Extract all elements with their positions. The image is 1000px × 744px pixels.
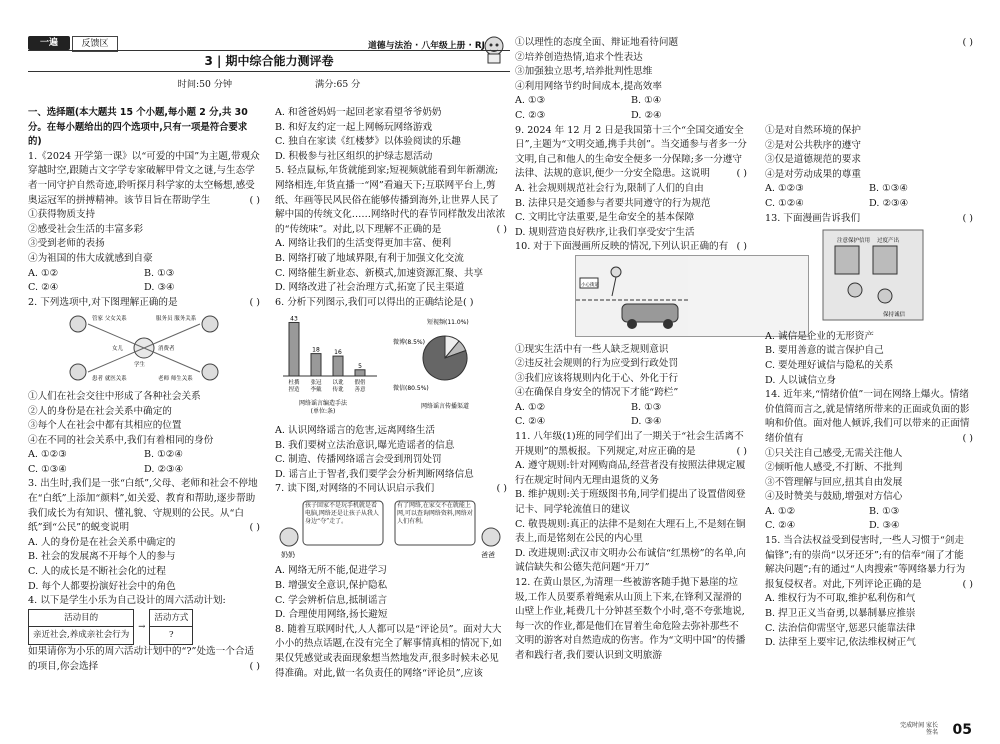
q3-option: C. 人的成长是不断社会化的过程 bbox=[28, 566, 166, 578]
q15-option: A. 维权行为不可取,维护私利伤和气 bbox=[765, 593, 916, 605]
table-cell: 活动方式 bbox=[150, 609, 193, 627]
q6-option: A. 认识网络谣言的危害,远离网络生活 bbox=[275, 424, 435, 436]
q13-option: D. 人以诚信立身 bbox=[765, 374, 837, 386]
q14-item: ③不管理解与回应,扭其自由发展 bbox=[765, 476, 903, 488]
footer-note: 完成时间 家长签名 bbox=[900, 722, 938, 736]
q6-option: C. 制造、传播网络谣言会受到刑罚处罚 bbox=[275, 454, 442, 466]
q10-item: ①现实生活中有一些人缺乏规则意识 bbox=[515, 343, 669, 355]
q13-label: 保持诚信 bbox=[883, 312, 906, 319]
q4-option: A. 和爸爸妈妈一起回老家看望爷爷奶奶 bbox=[275, 107, 442, 118]
q5-option: A. 网络让我们的生活变得更加丰富、便利 bbox=[275, 238, 452, 250]
tick-label: 李戴 bbox=[310, 387, 322, 394]
q11-option: C. 敬畏规则:真正的法律不是刻在大理石上,不是刻在铜表上,而是铭刻在公民的内心里 bbox=[515, 518, 746, 545]
q4-option: D. 积极参与社区组织的护绿志愿活动 bbox=[275, 150, 433, 162]
q6-charts bbox=[275, 310, 507, 418]
data-label: 16 bbox=[334, 349, 342, 357]
question-15 bbox=[765, 534, 973, 651]
data-label: 43 bbox=[290, 315, 298, 323]
q14-item: ①只关注自己感受,无需关注他人 bbox=[765, 447, 903, 459]
q3-option: A. 人的身份是在社会关系中确定的 bbox=[28, 536, 176, 548]
q14-item: ④及时赞美与鼓励,增强对方信心 bbox=[765, 491, 903, 503]
q13-option: C. 要处理好诚信与隐私的关系 bbox=[765, 359, 894, 371]
q11-stem: 11. 八年级(1)班的同学们出了一期关于“社会生活离不开规则”的黑板报。下列规定,对应正确的是 ( ) bbox=[515, 431, 747, 457]
q15-option: C. 法治信仰需坚守,惩恶只能靠法律 bbox=[765, 622, 916, 634]
q5-option: B. 网络打破了地域界限,有利于加强文化交流 bbox=[275, 252, 464, 264]
q4-option: C. 独自在家读《红楼梦》以体验阅读的乐趣 bbox=[275, 136, 461, 148]
q4-option: B. 和好友约定一起上网畅玩网络游戏 bbox=[275, 121, 433, 133]
pie-label: 微博(8.5%) bbox=[393, 339, 425, 347]
question-9 bbox=[515, 124, 747, 241]
pie-label: 微信(80.5%) bbox=[393, 385, 429, 393]
q3-option: D. 每个人都要扮演好社会中的角色 bbox=[28, 580, 176, 592]
q4-stem: 4. 以下是学生小乐为自己设计的周六活动计划: bbox=[28, 595, 226, 607]
tick-label: 张冠 bbox=[310, 380, 322, 387]
q14-options: C. ②④ D. ③④ bbox=[765, 520, 900, 532]
q2-stem: 2. 下列选项中,对下图理解正确的是 ( ) bbox=[28, 296, 260, 308]
q2-role: 服务员 服务关系 bbox=[156, 316, 197, 323]
q15-option: D. 法律至上要牢记,依法维权树正气 bbox=[765, 637, 916, 649]
q5-option: D. 网络改进了社会治理方式,拓宽了民主渠道 bbox=[275, 282, 465, 294]
q1-item: ④为祖国的伟大成就感到自豪 bbox=[28, 252, 153, 264]
table-cell: ? bbox=[150, 627, 193, 645]
tick-label: 杜撰 bbox=[288, 380, 300, 387]
time-limit: 时间:50 分钟 bbox=[177, 79, 233, 90]
q11-option: D. 改进规则:武汉市文明办公布诚信“红黑榜”的名单,向诚信缺失和公德失范问题“开刀” bbox=[515, 547, 747, 574]
q7-bubble-1: 孩子回家不是玩手机就是看电脑,网络还是让孩子从我人身边“夺”走了。 bbox=[305, 501, 379, 525]
q11-option: B. 维护规则:关于班级图书角,同学们提出了设置借阅登记卡、同学轮流值日的建议 bbox=[515, 489, 746, 516]
q12-item: ①是对自然环境的保护 bbox=[765, 125, 861, 136]
q3-option: B. 社会的发展离不开每个人的参与 bbox=[28, 551, 176, 563]
chart-title: 网络谣言传播渠道 bbox=[420, 403, 470, 411]
q14-options: A. ①② B. ①③ bbox=[765, 505, 900, 517]
question-13 bbox=[765, 212, 973, 389]
q15-stem: 15. 当合法权益受到侵害时,一些人习惯于“剑走偏锋”;有的崇尚“以牙还牙”;有的信奉“闹了才能解决问题”;有的通过“人肉搜索”等网络暴力行为报复侵权者。对此,下列评论正确的是 ( ) bbox=[765, 535, 973, 590]
question-10 bbox=[515, 240, 747, 430]
question-5 bbox=[275, 164, 507, 295]
q6-option: B. 我们要树立法治意识,曝光造谣者的信息 bbox=[275, 439, 455, 451]
q7-cartoon bbox=[275, 497, 507, 559]
question-14 bbox=[765, 388, 973, 534]
q9-option: C. 文明比守法重要,是生命安全的基本保障 bbox=[515, 212, 695, 224]
tick-label: 传讹 bbox=[332, 387, 344, 394]
question-12-cont bbox=[765, 36, 973, 212]
tick-label: 以讹 bbox=[332, 380, 344, 387]
data-label: 18 bbox=[312, 346, 320, 354]
q11-option: A. 遵守规则:针对网购商品,经营者没有按照法律规定履行在规定时间内无理由退货的义务 bbox=[515, 460, 746, 486]
pie-label: 短视频(11.0%) bbox=[427, 319, 469, 327]
q8-item: ④利用网络节约时间成本,提高效率 bbox=[515, 80, 662, 92]
q13-stem: 13. 下面漫画告诉我们 ( ) bbox=[765, 212, 973, 224]
q9-option: A. 社会规则规范社会行为,限制了人们的自由 bbox=[515, 182, 704, 194]
q10-sign: 小心街道 bbox=[581, 282, 599, 288]
q6-option: D. 谣言止于智者,我们要学会分析判断网络信息 bbox=[275, 468, 474, 480]
q4-tail: 如果请你为小乐的周六活动计划中的“?”处选一个合适的项目,你会选择 ( ) bbox=[28, 646, 260, 672]
question-3 bbox=[28, 477, 260, 594]
q8-item: ②培养创造热情,追求个性表达 bbox=[515, 51, 643, 63]
question-11 bbox=[515, 430, 747, 576]
q8-options: C. ②③ D. ②④ bbox=[515, 109, 662, 121]
q2-item: ④在不同的社会关系中,我们有着相同的身份 bbox=[28, 434, 214, 446]
column-3 bbox=[515, 36, 747, 661]
q2-role: 老师 师生关系 bbox=[158, 376, 193, 383]
q1-item: ①获得物质支持 bbox=[28, 209, 96, 221]
q8-item: ③加强独立思考,培养批判性思维 bbox=[515, 66, 653, 78]
q4-plan-table: 活动目的 → 活动方式 亲近社会,养成亲社会行为 ? bbox=[28, 609, 193, 645]
q10-item: ②违反社会规则的行为应受到行政处罚 bbox=[515, 358, 679, 370]
q3-stem: 3. 出生时,我们是一张“白纸”,父母、老师和社会不停地在“白纸”上添加“颜料”,如关爱、教育和帮助,逐步帮助我们成长为有知识、懂礼貌、守规则的公民。从“白纸”到“公民”的蜕变说明 ( ) bbox=[28, 478, 260, 534]
q7-bubble-2: 有了网络,在家交不在就能上网,可以查询网络资料,网络对人们有利。 bbox=[397, 501, 473, 525]
q8-options: A. ①③ B. ①④ bbox=[515, 95, 662, 107]
q2-role: 学生 bbox=[134, 362, 146, 369]
q1-options: A. ①② B. ①③ bbox=[28, 267, 175, 279]
question-4 bbox=[28, 594, 260, 674]
exam-meta bbox=[28, 76, 510, 90]
q7-option: D. 合理使用网络,扬长避短 bbox=[275, 609, 388, 621]
q2-item: ②人的身份是在社会关系中确定的 bbox=[28, 405, 172, 417]
q10-item: ③我们应该将规则内化于心、外化于行 bbox=[515, 372, 679, 384]
full-score: 满分:65 分 bbox=[315, 79, 361, 90]
q1-item: ③受到老师的表扬 bbox=[28, 238, 105, 250]
chart-subtitle: (单位:条) bbox=[310, 408, 336, 416]
q12-item: ④是对劳动成果的尊重 bbox=[765, 168, 861, 180]
section-heading: 一、选择题(本大题共 15 个小题,每小题 2 分,共 30 分。在每小题给出的四个选项中,只有一项是符合要求的) bbox=[28, 107, 248, 148]
tick-label: 假借 bbox=[354, 380, 366, 387]
data-label: 5 bbox=[358, 363, 362, 371]
q9-stem: 9. 2024 年 12 月 2 日是我国第十三个“全国交通安全日”,主题为“文明交通,携手共创”。当交通参与者多一分文明,自己和他人的生命安全便多一分保障;多一分遵守法律、法规的意识,便少一分安全隐患。这说明 ( ) bbox=[515, 124, 747, 180]
q12-stem-part: 12. 在黄山景区,为清理一些被游客随手抛下悬崖的垃圾,工作人员要系着绳索从山顶上下来,在锋利又湿滑的山壁上作业,耗费几十分钟甚至数个小时,毫不夸张地说,每一次的作业,都是他们在冒着生命危险去弥补那些不文明的游客对自然造成的伤害。作为“文明中国”的传播者和践行者,我们要认识到文明旅游 bbox=[515, 577, 746, 661]
bar bbox=[289, 323, 299, 377]
question-8 bbox=[275, 623, 507, 681]
q10-item: ④在确保自身安全的情况下才能“跨栏” bbox=[515, 387, 679, 399]
bar bbox=[333, 356, 343, 376]
chart-title: 网络谣言编造手法 bbox=[298, 400, 348, 408]
q2-role: 女儿 bbox=[112, 346, 124, 353]
q12-options: C. ①②④ D. ②③④ bbox=[765, 197, 909, 209]
q1-stem: 1.《2024 开学第一课》以“可爱的中国”为主题,带观众穿越时空,跟随古文字学专家破解甲骨文之谜,与生态学者一同守护自然奇迹,聆听探月科学家的太空畅想,感受奥运冠军的拼搏精神。该节目旨在帮助学生 ( ) bbox=[28, 150, 260, 206]
q12-paren: ( ) bbox=[962, 37, 973, 48]
question-6 bbox=[275, 296, 507, 483]
q9-option: B. 法律只是交通参与者要共同遵守的行为规范 bbox=[515, 197, 711, 209]
q2-item: ③每个人在社会中都有其相应的位置 bbox=[28, 420, 182, 432]
q13-cartoon bbox=[765, 226, 973, 324]
q2-role: 消费者 bbox=[158, 346, 175, 353]
pie-chart bbox=[393, 318, 469, 410]
q1-options: C. ②④ D. ③④ bbox=[28, 282, 175, 294]
bar bbox=[311, 354, 321, 376]
q5-stem: 5. 轻点鼠标,年货就能到家;短视频就能看到年新潮流;网络相连,年货直播一“网”看遍天下;互联网平台上,剪纸、年画等民风民俗在能够传播到海外,让世界人民了解中国的传统文化……网络时代的春节同样散发出浓浓的“传统味”。对此,以下理解不正确的是 ( ) bbox=[275, 165, 507, 235]
q10-options: C. ②④ D. ③④ bbox=[515, 416, 662, 428]
q2-role: 管家 父女关系 bbox=[92, 316, 127, 323]
question-2 bbox=[28, 296, 260, 478]
q12-item: ③仅是道德规范的要求 bbox=[765, 154, 861, 166]
q5-option: C. 网络催生新业态、新模式,加速资源汇聚、共享 bbox=[275, 267, 484, 279]
page-number: 05 bbox=[952, 722, 972, 738]
book-title: 道德与法治 · 八年级上册 · RJ bbox=[368, 41, 485, 51]
q2-options: C. ①③④ D. ②③④ bbox=[28, 463, 184, 475]
question-12 bbox=[515, 576, 747, 661]
q7-option: A. 网络无所不能,促进学习 bbox=[275, 565, 388, 577]
q7-who-2: 爸爸 bbox=[481, 550, 495, 559]
section-tag: 一遍 bbox=[28, 36, 70, 50]
q8-item: ①以理性的态度全面、辩证地看待问题 bbox=[515, 37, 679, 48]
q2-relation-figure bbox=[28, 310, 260, 384]
bar bbox=[355, 370, 365, 376]
q12-item: ②是对公共秩序的遵守 bbox=[765, 139, 861, 151]
tick-label: 善意 bbox=[354, 387, 366, 394]
q10-stem: 10. 对于下面漫画所反映的情况,下列认识正确的有 ( ) bbox=[515, 241, 747, 253]
table-cell: 活动目的 bbox=[29, 609, 134, 627]
bar-chart bbox=[283, 316, 377, 416]
q2-item: ①人们在社会交往中形成了各种社会关系 bbox=[28, 390, 201, 402]
column-4 bbox=[765, 36, 973, 651]
q9-option: D. 规则营造良好秩序,让我们享受安宁生活 bbox=[515, 226, 695, 238]
q7-option: B. 增强安全意识,保护隐私 bbox=[275, 580, 388, 592]
tick-label: 捏造 bbox=[288, 387, 300, 394]
column-2 bbox=[275, 106, 507, 681]
q14-stem: 14. 近年来,“情绪价值”一词在网络上爆火。情绪价值简而言之,就是情绪所带来的正面或负面的影响和价值。面对他人倾诉,我们可以带来的正面情绪价值有 ( ) bbox=[765, 389, 973, 444]
page-title: 3 | 期中综合能力测评卷 bbox=[28, 50, 510, 72]
q14-item: ②倾听他人感受,不打断、不批判 bbox=[765, 462, 903, 474]
question-7 bbox=[275, 482, 507, 623]
q2-options: A. ①②③ B. ①②④ bbox=[28, 449, 183, 461]
q7-stem: 7. 读下图,对网络的不同认识启示我们 ( ) bbox=[275, 483, 507, 495]
q6-stem: 6. 分析下列图示,我们可以得出的正确结论是( ) bbox=[275, 296, 474, 308]
q13-option: B. 要用善意的谎言保护自己 bbox=[765, 345, 884, 357]
q7-who-1: 奶奶 bbox=[281, 550, 295, 559]
q12-options: A. ①②③ B. ①③④ bbox=[765, 183, 908, 195]
feedback-area-label: 反馈区 bbox=[72, 36, 118, 52]
q13-label: 注意保护信用 bbox=[837, 238, 871, 245]
q1-item: ②感受社会生活的丰富多彩 bbox=[28, 223, 144, 235]
column-1 bbox=[28, 106, 260, 674]
q10-options: A. ①② B. ①③ bbox=[515, 401, 662, 413]
q2-role: 患者 就医关系 bbox=[92, 376, 127, 383]
table-cell: 亲近社会,养成亲社会行为 bbox=[29, 627, 134, 645]
question-1 bbox=[28, 150, 260, 296]
q8-stem: 8. 随着互联网时代,人人都可以是“评论员”。面对大大小小的热点话题,在没有完全了解事情真相的情况下,如果仅凭感觉或表面现象想当然地发声,很多时候未必见得准确。对此,做一名负责任的网络“评论员”,应该 bbox=[275, 623, 502, 679]
q13-label: 过度产出 bbox=[877, 238, 900, 245]
q7-option: C. 学会辨析信息,抵制谣言 bbox=[275, 594, 388, 606]
q15-option: B. 捍卫正义当奋勇,以暴制暴应推崇 bbox=[765, 608, 916, 620]
q13-option: A. 诚信是企业的无形资产 bbox=[765, 330, 874, 342]
